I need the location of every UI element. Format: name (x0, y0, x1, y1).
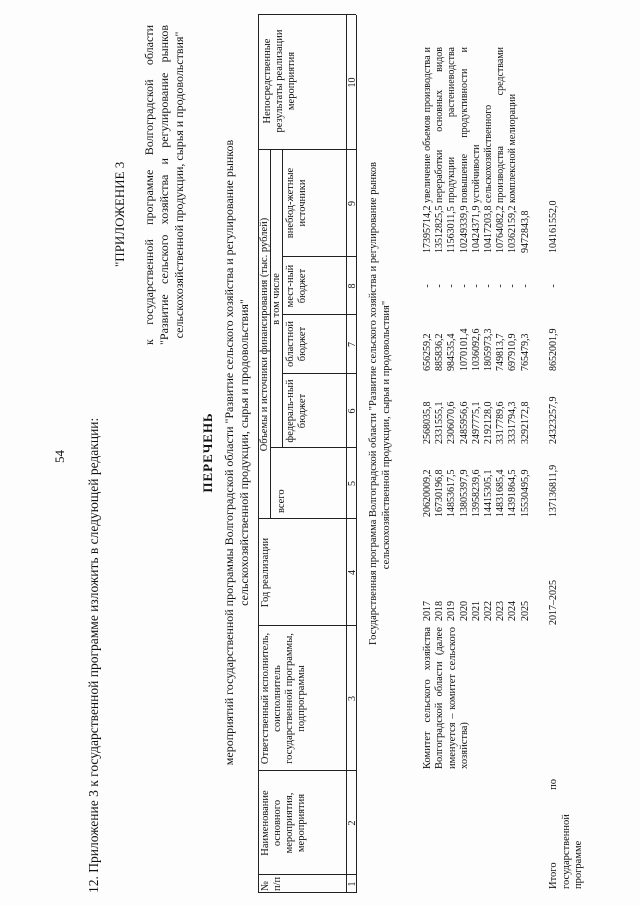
year-cell: 2023 (495, 601, 507, 621)
total-cell: 13805397,9 (458, 469, 470, 517)
regional-cell: 1036092,6 (470, 328, 482, 371)
regional-cell: 656259,2 (422, 333, 433, 371)
rule (258, 149, 356, 150)
local-cell: - (519, 284, 531, 288)
results-cell: увеличение объемов производства и переработки основных видов продукции растениеводства повышение продуктивности и устойчивости сельскохозяйственного производства средствами комплексной мелиорации (422, 47, 519, 203)
col-number: 8 (347, 283, 358, 289)
col-number: 2 (347, 820, 358, 826)
rule (270, 447, 356, 448)
intro-paragraph: 12. Приложение 3 к государственной программе изложить в следующей редакции: (86, 417, 101, 893)
executor-cell: Комитет сельского хозяйства Волгоградской области (далее именуется – комитет сельского хозяйства) (422, 627, 470, 769)
federal-cell: 2497775,1 (470, 401, 482, 444)
header-regional: областной бюджет (285, 321, 308, 367)
appendix-line-3: сельскохозяйственной продукции, сырья и продовольствия" (172, 31, 186, 339)
rule (258, 892, 356, 893)
local-cell: - (495, 284, 507, 288)
total-row-label: Итого по государственной программе (548, 779, 584, 889)
header-extra: внебюд-жетные источники (285, 167, 308, 239)
total-row (548, 0, 588, 905)
rule (282, 373, 356, 374)
header-num: № п/п (260, 876, 283, 891)
regional-column (422, 329, 532, 372)
federal-cell: 3317789,6 (495, 401, 507, 444)
list-subtitle-line-1: мероприятий государственной программы Волгоградской области "Развитие сельского хозяйства и регулирование рынков (222, 139, 236, 766)
section-title-line-1: Государственная программа Волгоградской области "Развитие сельского хозяйства и регулирование рынков (368, 162, 379, 645)
regional-cell: 765479,3 (519, 333, 531, 371)
year-cell: 2021 (470, 601, 482, 621)
federal-cell: 2306070,6 (446, 401, 458, 444)
regional-cell: 885836,2 (434, 333, 446, 371)
header-local: мест-ный бюджет (285, 264, 308, 308)
federal-cell: 2331555,1 (434, 401, 446, 444)
total-row-regional: 8652001,9 (548, 328, 559, 371)
federal-column (422, 402, 532, 445)
header-name: Наименование основного мероприятия, мероприятия (260, 790, 307, 856)
header-executor: Ответственный исполнитель, соисполнитель государственной программы, подпрограммы (260, 632, 307, 765)
regional-cell: 984535,4 (446, 333, 458, 371)
total-row-years: 2017–2025 (548, 580, 559, 625)
rule (258, 518, 356, 519)
regional-cell: 749813,7 (495, 333, 507, 371)
total-row-total: 137136811,9 (548, 464, 559, 517)
extra-cell: 10764082,2 (495, 205, 507, 253)
col-number: 7 (347, 342, 358, 347)
section-title (368, 162, 393, 645)
local-cell: - (446, 284, 458, 288)
header-federal: федераль-ный бюджет (285, 379, 308, 443)
col-number: 9 (347, 201, 358, 206)
regional-cell: 697910,9 (507, 333, 519, 371)
year-cell: 2022 (482, 601, 494, 621)
extra-cell: 10417203,8 (482, 205, 494, 253)
col-number: 5 (347, 481, 358, 486)
total-cell: 13958239,6 (470, 469, 482, 517)
col-number: 3 (347, 696, 358, 701)
header-incl: в том числе (271, 273, 282, 325)
section-title-line-2: сельскохозяйственной продукции, сырья и продовольствия" (380, 300, 392, 570)
total-row-extra: 104161552,0 (548, 200, 559, 253)
federal-cell: 2485956,6 (458, 401, 470, 444)
extra-cell: 9472843,8 (519, 210, 531, 253)
federal-cell: 2192128,0 (482, 401, 494, 444)
year-cell: 2018 (434, 601, 446, 621)
local-cell: - (507, 284, 519, 288)
rule (282, 314, 356, 315)
extra-cell: 10362159,2 (507, 205, 519, 253)
federal-cell: 3292172,8 (519, 401, 531, 444)
years-column (422, 601, 532, 621)
list-subtitle (222, 0, 252, 905)
federal-cell: 3331794,3 (507, 401, 519, 444)
appendix-caption (142, 25, 187, 345)
col-number: 1 (347, 881, 358, 887)
total-cell: 14391864,5 (507, 469, 519, 517)
regional-cell: 1070101,4 (458, 328, 470, 371)
local-column (422, 257, 532, 315)
total-cell: 16730196,8 (434, 469, 446, 517)
regional-cell: 1805973,3 (482, 328, 494, 371)
total-cell: 20620009,2 (422, 469, 433, 517)
table-body (420, 0, 530, 905)
extra-cell: 17395714,2 (422, 205, 433, 253)
extra-cell: 10424371,9 (470, 205, 482, 253)
total-row-federal: 24323257,9 (548, 396, 559, 444)
col-number: 10 (347, 77, 358, 88)
col-number: 4 (347, 570, 358, 575)
extra-column (422, 206, 532, 254)
rule (258, 625, 356, 626)
appendix-line-1: к государственной программе Волгоградской области (142, 25, 156, 345)
local-cell: - (422, 284, 433, 288)
appendix-line-2: "Развитие сельского хозяйства и регулирование рынков (157, 25, 171, 345)
total-row-local: - (548, 284, 559, 288)
header-funding: Объемы и источники финансирования (тыс. рублей) (259, 217, 270, 452)
page-number: 54 (52, 450, 67, 463)
rule (282, 256, 356, 257)
year-cell: 2020 (458, 601, 470, 621)
local-cell: - (470, 284, 482, 288)
local-cell: - (482, 284, 494, 288)
list-heading: ПЕРЕЧЕНЬ (200, 412, 215, 493)
local-cell: - (458, 284, 470, 288)
appendix-title: "ПРИЛОЖЕНИЕ 3 (112, 161, 127, 267)
extra-cell: 10249339,9 (458, 205, 470, 253)
col-number: 6 (347, 408, 358, 414)
total-cell: 15530495,9 (519, 469, 531, 517)
total-cell: 14831685,4 (495, 469, 507, 517)
header-total: всего (276, 489, 287, 513)
year-cell: 2017 (422, 601, 433, 621)
rule (258, 14, 356, 15)
year-cell: 2025 (519, 601, 531, 621)
year-cell: 2019 (446, 601, 458, 621)
extra-cell: 11563011,5 (446, 206, 458, 253)
year-cell: 2024 (507, 601, 519, 621)
rule (258, 770, 356, 771)
totals-column (422, 470, 532, 518)
header-results: Непосредственные результаты реализации мероприятия (262, 29, 297, 133)
local-cell: - (434, 284, 446, 288)
total-cell: 14415305,1 (482, 469, 494, 517)
total-cell: 14853617,5 (446, 469, 458, 517)
header-year: Год реализации (260, 537, 271, 608)
federal-cell: 2568035,8 (422, 401, 433, 444)
extra-cell: 13512825,5 (434, 205, 446, 253)
list-subtitle-line-2: сельскохозяйственной продукции, сырья и продовольствия" (237, 299, 251, 606)
